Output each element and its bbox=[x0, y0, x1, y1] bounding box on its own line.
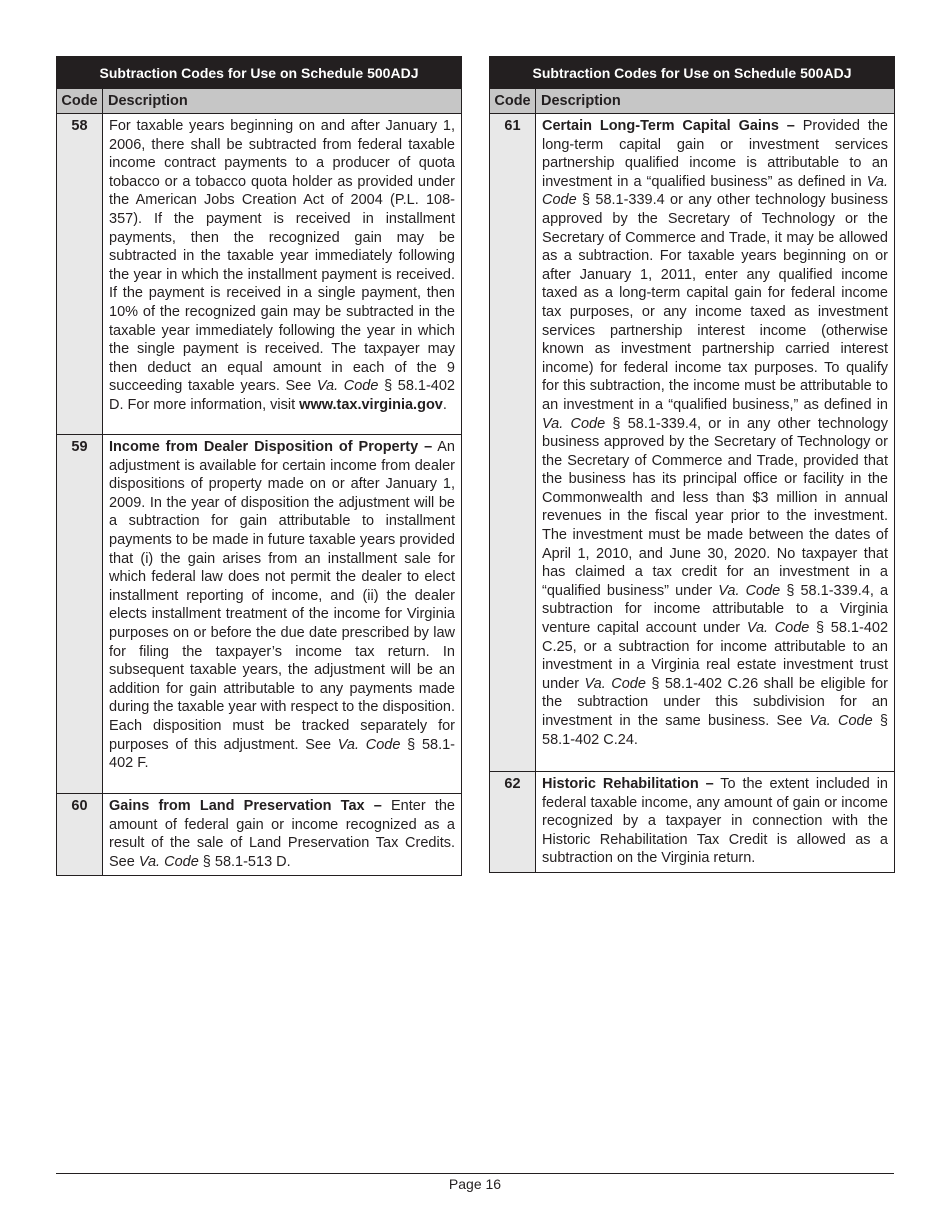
column-header-code: Code bbox=[57, 89, 103, 114]
row-heading: Gains from Land Preservation Tax – bbox=[109, 798, 382, 814]
subtraction-codes-table-left bbox=[56, 56, 462, 876]
row-description: Certain Long-Term Capital Gains – Provided the long-term capital gain or investment services partnership qualified income is attributable to an investment in a “qualified business” as defined in Va. Code § 58.1-339.4 or any other technology business approved by the Secretary of Technology or the Secretary of Commerce and Trade, it may be allowed as a subtraction. For taxable years beginning on or after January 1, 2011, enter any qualified income taxed as a long-term capital gain for federal income tax purposes, or any income taxed as investment services partnership interest income (otherwise known as investment partnership carried interest income) for federal income tax purposes. To qualify for this subtraction, the income must be attributable to an investment in a “qualified business,” as defined in Va. Code § 58.1-339.4, or in any other technology business approved by the Secretary of Technology or the Secretary of Commerce and Trade, provided that the business has its principal office or facility in the Commonwealth and less than $3 million in annual revenues in the fiscal year prior to the investment. The investment must be made between the dates of April 1, 2010, and June 30, 2020. No taxpayer that has claimed a tax credit for an investment in a “qualified business” under Va. Code § 58.1-339.4, a subtraction for income attributable to a Virginia venture capital account under Va. Code § 58.1-402 C.25, or a subtraction for income attributable to an investment in a Virginia real estate investment trust under Va. Code § 58.1-402 C.26 shall be eligible for the subtraction under this subdivision for an investment in the same business. See Va. Code § 58.1-402 C.24. bbox=[536, 114, 895, 772]
page-number: Page 16 bbox=[448, 1176, 502, 1192]
subtraction-codes-table-right bbox=[489, 56, 895, 873]
row-heading: Income from Dealer Disposition of Property – bbox=[109, 439, 433, 455]
row-code: 60 bbox=[57, 794, 103, 876]
row-code: 62 bbox=[490, 772, 536, 873]
table-row-59 bbox=[57, 435, 462, 794]
table-row-58 bbox=[57, 114, 462, 435]
column-header-code: Code bbox=[490, 89, 536, 114]
table-row-60 bbox=[57, 794, 462, 876]
row-description: Gains from Land Preservation Tax – Enter the amount of federal gain or income recognized as a result of the sale of Land Preservation Tax Credits. See Va. Code § 58.1-513 D. bbox=[103, 794, 462, 876]
row-code: 59 bbox=[57, 435, 103, 794]
row-description: Income from Dealer Disposition of Property – An adjustment is available for certain income from dealer dispositions of property made on or after January 1, 2009. In the year of disposition the adjustment will be a subtraction for gain attributable to installment payments to be made in future taxable years provided that (i) the gain arises from an installment sale for which federal law does not permit the dealer to elect installment reporting of income, and (ii) the dealer elects installment treatment of the income for Virginia purposes on or before the due date prescribed by law for filing the taxpayer’s income tax return. In subsequent taxable years, the adjustment will be an addition for gain attributable to any payments made during the taxable year with respect to the disposition. Each disposition must be tracked separately for purposes of this adjustment. See Va. Code § 58.1-402 F. bbox=[103, 435, 462, 794]
column-header-description: Description bbox=[103, 89, 462, 114]
row-heading: Certain Long-Term Capital Gains – bbox=[542, 118, 795, 134]
row-code: 61 bbox=[490, 114, 536, 772]
table-row-61 bbox=[490, 114, 895, 772]
column-header-description: Description bbox=[536, 89, 895, 114]
row-heading: Historic Rehabilitation – bbox=[542, 776, 714, 792]
row-description: Historic Rehabilitation – To the extent included in federal taxable income, any amount of gain or income recognized by a taxpayer in connection with the Historic Rehabilitation Tax Credit is allowed as a subtraction on the Virginia return. bbox=[536, 772, 895, 873]
table-row-62 bbox=[490, 772, 895, 873]
table-title: Subtraction Codes for Use on Schedule 500ADJ bbox=[490, 57, 895, 89]
tax-website-link[interactable]: www.tax.virginia.gov bbox=[299, 396, 443, 413]
footer-divider bbox=[56, 1173, 894, 1174]
row-description: For taxable years beginning on and after January 1, 2006, there shall be subtracted from federal taxable income contract payments to a producer of quota tobacco or a tobacco quota holder as provided under the American Jobs Creation Act of 2004 (P.L. 108-357). If the payment is received in installment payments, then the recognized gain may be subtracted in the taxable year immediately following the year in which the installment payment is received. If the payment is received in a single payment, then 10% of the recognized gain may be subtracted in the taxable year immediately following the year in which the single payment is received. The taxpayer may then deduct an equal amount in each of the 9 succeeding taxable years. See Va. Code § 58.1-402 D. For more information, visit www.tax.virginia.gov. bbox=[103, 114, 462, 435]
row-code: 58 bbox=[57, 114, 103, 435]
table-title: Subtraction Codes for Use on Schedule 500ADJ bbox=[57, 57, 462, 89]
